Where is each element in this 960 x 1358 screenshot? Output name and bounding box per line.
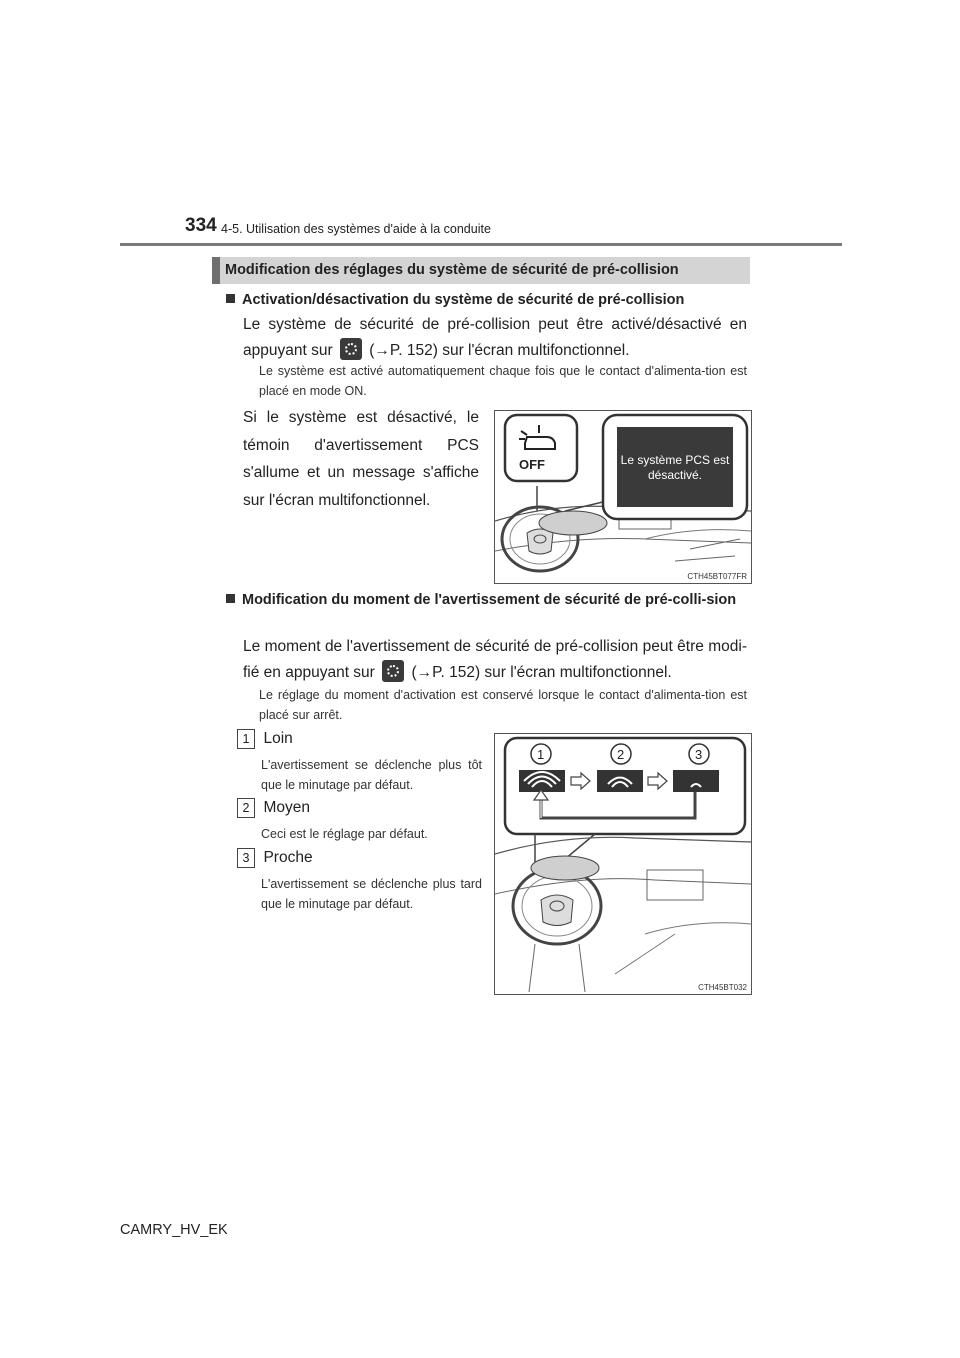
note-activation: Le système est activé automatiquement chaque fois que le contact d'alimenta-tion est placé en mode ON. (259, 364, 747, 398)
paragraph-activation-b: (→P. 152) sur l'écran multifonctionnel. (369, 342, 630, 359)
heading-activation (226, 289, 746, 311)
heading-activation-text: Activation/désactivation du système de sécurité de pré-collision (242, 292, 685, 308)
square-bullet-icon (226, 294, 235, 303)
settings-gear-icon (340, 338, 362, 360)
figure-pcs-off (494, 410, 752, 584)
heading-timing-text: Modification du moment de l'avertissement de sécurité de pré-colli-sion (242, 592, 737, 608)
header-rule (120, 243, 842, 246)
figure-caption-1: CTH45BT077FR (687, 572, 747, 581)
timing-item-2 (237, 798, 482, 844)
item-number: 1 (237, 729, 255, 749)
paragraph-activation (243, 312, 747, 364)
dashboard-illustration-1 (495, 411, 751, 583)
footer-model: CAMRY_HV_EK (120, 1222, 228, 1238)
item-description: Ceci est le réglage par défaut. (261, 827, 428, 841)
item-description: L'avertissement se déclenche plus tôt que le minutage par défaut. (261, 758, 482, 792)
square-bullet-icon (226, 594, 235, 603)
timing-item-1 (237, 729, 482, 795)
off-indicator-label: OFF (519, 457, 545, 472)
timing-item-3 (237, 848, 482, 914)
chapter-title: 4-5. Utilisation des systèmes d'aide à la conduite (221, 222, 491, 236)
page-number: 334 (185, 215, 217, 236)
item-label: Moyen (263, 799, 310, 816)
figure-label-3: 3 (695, 747, 703, 762)
item-label: Loin (263, 730, 293, 747)
figure-timing-settings (494, 733, 752, 995)
figure-label-1: 1 (537, 747, 545, 762)
paragraph-timing-a: Le moment de l'avertissement de sécurité de pré-collision peut être modi-fié en appuyant sur (243, 638, 747, 681)
item-description: L'avertissement se déclenche plus tard que le minutage par défaut. (261, 877, 482, 911)
item-label: Proche (263, 849, 313, 866)
figure-caption-2: CTH45BT032 (698, 983, 747, 992)
section-title-bar (212, 257, 750, 284)
section-title: Modification des réglages du système de sécurité de pré-collision (225, 262, 679, 278)
section-accent (212, 257, 220, 284)
side-text-disabled: Si le système est désactivé, le témoin d'avertissement PCS s'allume et un message s'affiche sur l'écran multifonctionnel. (243, 409, 479, 509)
paragraph-timing (243, 634, 747, 686)
note-timing: Le réglage du moment d'activation est conservé lorsque le contact d'alimenta-tion est placé sur arrêt. (259, 688, 747, 722)
display-message: Le système PCS est désactivé. (620, 453, 730, 482)
dashboard-illustration-2 (495, 734, 751, 994)
settings-gear-icon (382, 660, 404, 682)
paragraph-activation-a: Le système de sécurité de pré-collision peut être activé/désactivé en appuyant sur (243, 316, 747, 359)
paragraph-timing-b: (→P. 152) sur l'écran multifonctionnel. (411, 664, 672, 681)
item-number: 2 (237, 798, 255, 818)
heading-timing (226, 589, 748, 611)
item-number: 3 (237, 848, 255, 868)
figure-label-2: 2 (617, 747, 625, 762)
